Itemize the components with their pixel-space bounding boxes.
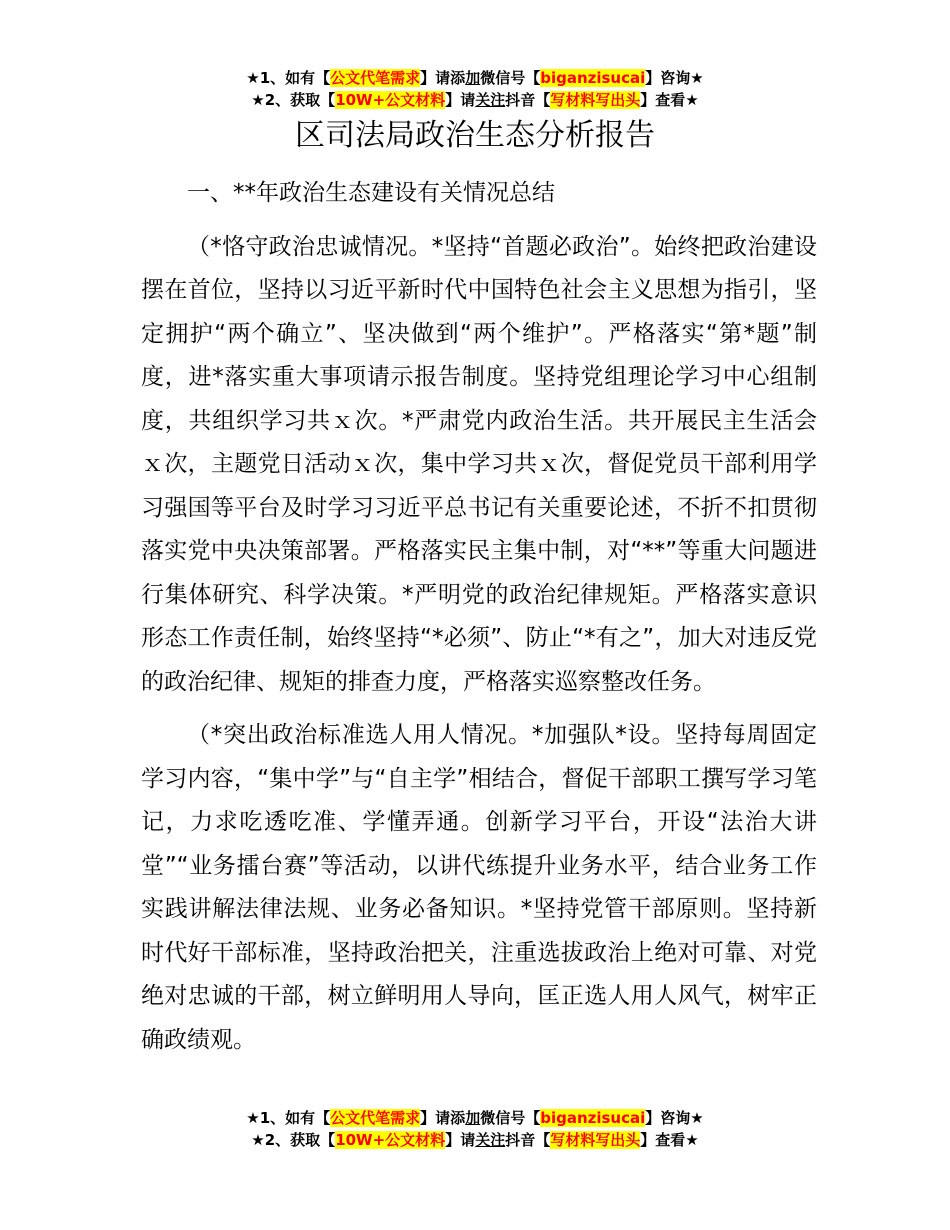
promo-text: 】请 [445,1131,476,1149]
promo-text: ★1、如有【 [246,1109,331,1127]
promo-text: 】请 [445,91,476,109]
promo-text: 】咨询★ [645,1109,704,1127]
promo-underlined-text: 关注 [475,1131,506,1149]
promo-text: 抖音【 [505,1131,551,1149]
document-title: 区司法局政治生态分析报告 [295,118,655,153]
promo-line-1 [0,67,950,89]
promo-highlight: 10W+公文材料 [335,1131,446,1149]
promo-line-2 [0,1129,950,1151]
promo-line-1 [0,1107,950,1129]
promo-text: 】请添 [420,69,466,87]
promo-text: ★2、获取【 [251,91,336,109]
promo-highlight: 10W+公文材料 [335,91,446,109]
promo-text: 】查看★ [640,91,699,109]
promo-underlined-text: 关注 [475,91,506,109]
body-paragraph: （*突出政治标准选人用人情况。*加强队*设。坚持每周固定学习内容，“集中学”与“自主学”相结合，督促干部职工撰写学习笔记，力求吃透吃准、学懂弄通。创新学习平台，开设“法治大讲堂”“业务擂台赛”等活动，以讲代练提升业务水平，结合业务工作实践讲解法律法规、业务必备知识。*坚持党管干部原则。坚持新时代好干部标准，坚持政治把关，注重选拔政治上绝对可靠、对党绝对忠诚的干部，树立鲜明用人导向，匡正选人用人风气，树牢正确政绩观。 [141,722,817,1053]
promo-text: ★2、获取【 [251,1131,336,1149]
document-body [141,172,817,1072]
promo-highlight: 公文代笔需求 [330,1109,421,1127]
promo-text: 抖音【 [505,91,551,109]
promo-text: 】查看★ [640,1131,699,1149]
promo-text: ★1、如有【 [246,69,331,87]
douyin-account-highlight: 写材料写出头 [550,1131,641,1149]
promo-text: 微信号【 [480,1109,541,1127]
douyin-account-highlight: 写材料写出头 [550,91,641,109]
promo-underlined-text: 加 [465,69,481,87]
bottom-promo-banner [0,1107,950,1151]
promo-text: 微信号【 [480,69,541,87]
top-promo-banner [0,67,950,111]
promo-line-2 [0,89,950,111]
wechat-id-highlight: biganzisucai [540,69,646,87]
promo-text: 】咨询★ [645,69,704,87]
section-heading: 一、**年政治生态建设有关情况总结 [187,180,555,206]
body-paragraph: （*恪守政治忠诚情况。*坚持“首题必政治”。始终把政治建设摆在首位，坚持以习近平新时代中国特色社会主义思想为指引，坚定拥护“两个确立”、坚决做到“两个维护”。严格落实“第*题”制度，进*落实重大事项请示报告制度。坚持党组理论学习中心组制度，共组织学习共ｘ次。*严肃党内政治生活。共开展民主生活会ｘ次，主题党日活动ｘ次，集中学习共ｘ次，督促党员干部利用学习强国等平台及时学习习近平总书记有关重要论述，不折不扣贯彻落实党中央决策部署。严格落实民主集中制，对“**”等重大问题进行集体研究、科学决策。*严明党的政治纪律规矩。严格落实意识形态工作责任制，始终坚持“*必须”、防止“*有之”，加大对违反党的政治纪律、规矩的排查力度，严格落实巡察整改任务。 [141,233,817,695]
promo-text: 】请添 [420,1109,466,1127]
promo-highlight: 公文代笔需求 [330,69,421,87]
wechat-id-highlight: biganzisucai [540,1109,646,1127]
promo-underlined-text: 加 [465,1109,481,1127]
